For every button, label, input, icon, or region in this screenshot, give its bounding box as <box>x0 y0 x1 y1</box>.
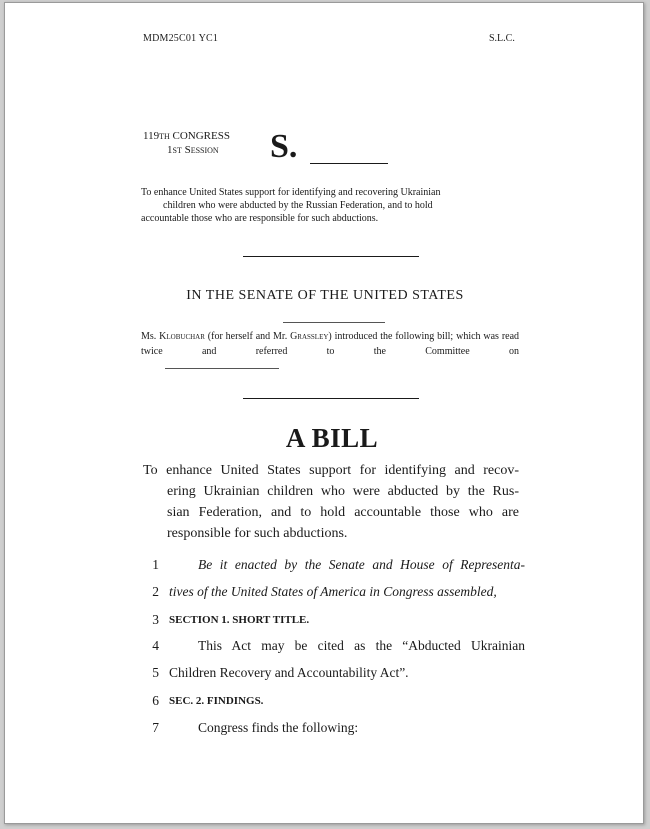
long-purpose-line: sian Federation, and to hold accountable those who are <box>167 505 519 520</box>
office-code: S.L.C. <box>489 33 515 44</box>
sponsor-name: Klobuchar <box>159 331 205 342</box>
short-purpose <box>141 186 521 225</box>
committee-blank <box>165 368 279 369</box>
document-id: MDM25C01 YC1 <box>143 33 219 44</box>
section-heading: SEC. 2. FINDINGS. <box>169 695 264 707</box>
bill-line <box>145 582 525 602</box>
line-number: 6 <box>152 693 159 708</box>
introduction-statement <box>141 329 519 359</box>
divider-rule <box>243 256 419 257</box>
intro-middle: (for herself and Mr. <box>207 331 288 342</box>
long-purpose-line: ering Ukrainian children who were abducted by the Rus- <box>167 484 519 499</box>
section-text-line: Children Recovery and Accountability Act”. <box>169 665 409 680</box>
long-purpose-line: responsible for such abductions. <box>167 526 348 541</box>
session-number: 1st Session <box>167 144 219 156</box>
congress-session <box>143 129 230 157</box>
cosponsor-name: Grassley <box>290 331 329 342</box>
intro-referral: which was read twice and referred to the Committee on <box>141 331 520 357</box>
line-number: 4 <box>152 638 159 653</box>
bill-heading: A BILL <box>285 423 379 453</box>
short-purpose-line: accountable those who are responsible for such abductions. <box>141 213 379 224</box>
enacting-clause-line: Be it enacted by the Senate and House of Representa- <box>198 557 525 572</box>
short-purpose-line: children who were abducted by the Russian Federation, and to hold <box>163 200 433 211</box>
intro-prefix: Ms. <box>141 331 157 342</box>
thin-divider <box>283 322 385 323</box>
line-number: 1 <box>152 557 159 572</box>
long-purpose-line: To enhance United States support for identifying and recov- <box>143 463 519 478</box>
bill-line <box>145 555 525 575</box>
bill-line <box>145 610 525 630</box>
bill-line <box>145 636 525 656</box>
section-heading: SECTION 1. SHORT TITLE. <box>169 614 310 626</box>
senate-heading: IN THE SENATE OF THE UNITED STATES <box>186 288 464 303</box>
line-number: 2 <box>152 584 159 599</box>
section-text-line: Congress finds the following: <box>198 720 359 735</box>
short-purpose-line: To enhance United States support for identifying and recovering Ukrainian <box>141 187 441 198</box>
bill-number-blank <box>310 163 388 164</box>
document-page <box>4 2 644 824</box>
enacting-clause-line: tives of the United States of America in Congress assembled, <box>169 584 497 599</box>
bill-line <box>145 663 525 683</box>
congress-number: 119th CONGRESS <box>143 130 230 142</box>
line-number: 3 <box>152 612 159 627</box>
bill-line <box>145 691 525 711</box>
bill-number-prefix: S. <box>270 128 298 165</box>
section-text-line: This Act may be cited as the “Abducted Ukrainian <box>198 638 525 653</box>
long-purpose <box>143 460 519 544</box>
bill-line <box>145 718 525 738</box>
intro-suffix: ) introduced the following bill; <box>328 331 454 342</box>
divider-rule <box>243 398 419 399</box>
line-number: 7 <box>152 720 159 735</box>
line-number: 5 <box>152 665 159 680</box>
